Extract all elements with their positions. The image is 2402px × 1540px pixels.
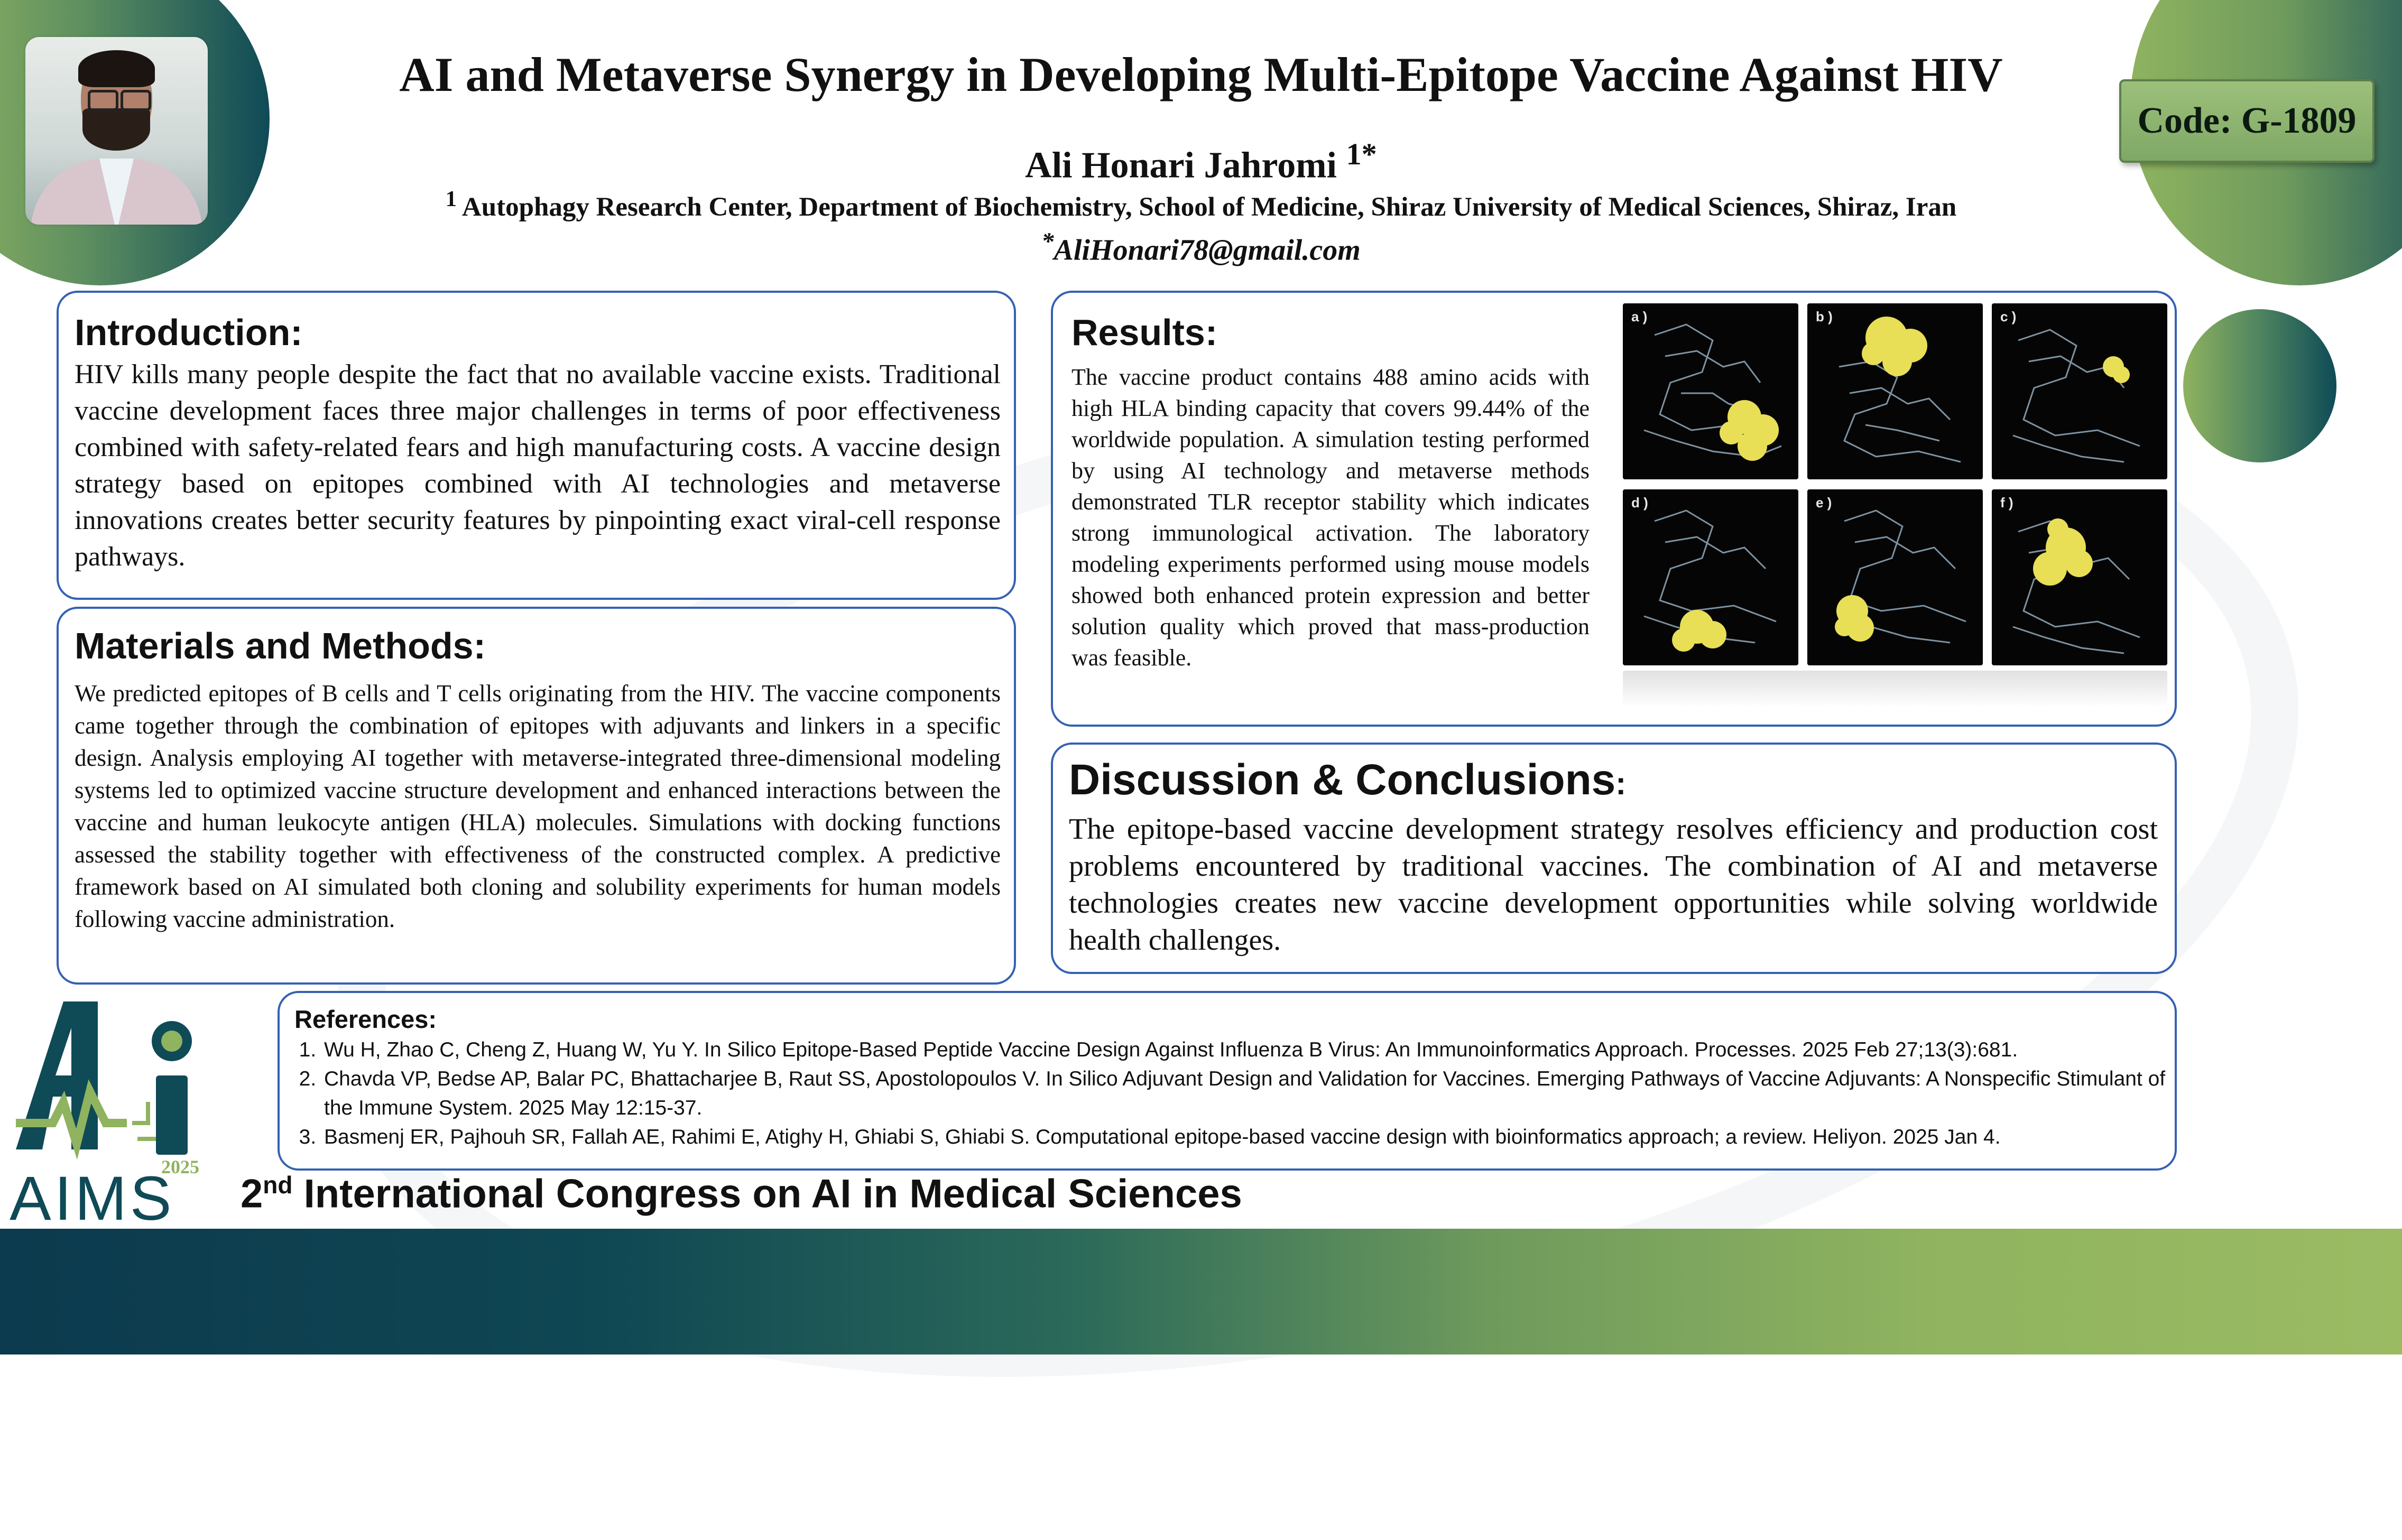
- email-mark: *: [1041, 228, 1054, 255]
- discussion-heading-colon: :: [1615, 766, 1627, 801]
- discussion-body: The epitope-based vaccine development strategy resolves efficiency and production cost problems encountered by traditional vaccines. The combination of AI and metaverse technologies creates new vaccine development opportunities while solving worldwide health challenges.: [1069, 813, 2158, 957]
- introduction-panel: [57, 291, 1016, 600]
- methods-body: We predicted epitopes of B cells and T cells originating from the HIV. The vaccine components came together through the combination of epitopes with adjuvants and linkers in a specific design. Analysis employing AI together with metaverse-integrated three-dimensional modeling systems led to optimized vaccine structure development and enhanced interactions between the vaccine and human leukocyte antigen (HLA) molecules. Simulations with docking functions assessed the stability together with effectiveness of the constructed complex. A predictive framework based on AI simulated both cloning and solubility experiments for human models following vaccine administration.: [75, 680, 1001, 932]
- panel-label-a: a ): [1631, 309, 1648, 324]
- discussion-heading-text: Discussion & Conclusions: [1069, 756, 1616, 804]
- panel-label-e: e ): [1816, 495, 1832, 511]
- poster-title: AI and Metaverse Synergy in Developing Multi-Epitope Vaccine Against HIV: [399, 48, 2003, 101]
- protein-structure-c-icon: [1992, 303, 2167, 479]
- author-email: AliHonari78@gmail.com: [1054, 234, 1361, 267]
- protein-structure-e-icon: [1807, 489, 1983, 665]
- panel-label-b: b ): [1816, 309, 1833, 324]
- decorative-circle-right: [2183, 309, 2336, 462]
- protein-structure-f-icon: [1992, 489, 2167, 665]
- figure-reflection: [1623, 671, 2167, 708]
- protein-structure-a-icon: [1623, 303, 1798, 479]
- docking-panel-e: [1807, 489, 1983, 665]
- author-name: Ali Honari Jahromi: [1025, 145, 1337, 186]
- references-heading: References:: [294, 1005, 437, 1033]
- author-line: [0, 136, 2402, 187]
- logo-year: 2025: [161, 1156, 199, 1177]
- panel-label-f: f ): [2000, 495, 2013, 511]
- methods-heading: Materials and Methods:: [75, 625, 486, 666]
- methods-panel: [57, 607, 1016, 985]
- results-panel: [1051, 291, 2177, 727]
- panel-label-d: d ): [1631, 495, 1648, 511]
- congress-ordinal-suffix: nd: [263, 1171, 293, 1199]
- protein-structure-b-icon: [1807, 303, 1983, 479]
- congress-name: International Congress on AI in Medical Sciences: [292, 1171, 1242, 1217]
- docking-panel-b: [1807, 303, 1983, 479]
- congress-ordinal: 2: [241, 1171, 263, 1217]
- affiliation-superscript: 1: [445, 187, 457, 211]
- references-panel: [278, 991, 2177, 1171]
- docking-panel-d: [1623, 489, 1798, 665]
- introduction-heading: Introduction:: [75, 312, 303, 353]
- discussion-heading: [1069, 755, 1626, 805]
- docking-panel-c: [1992, 303, 2167, 479]
- footer-band: [0, 1229, 2402, 1355]
- reference-item: 2. Chavda VP, Bedse AP, Balar PC, Bhattacharjee B, Raut SS, Apostolopoulos V. In Silico Adjuvant Design and Validation for Vaccines. Emerging Pathways of Vaccine Adjuvants: A Nonspecific Stimulant of the Immune System. 2025 May 12:15-37.: [322, 1064, 2193, 1122]
- poster-code-badge: Code: G-1809: [2119, 79, 2375, 163]
- congress-title: [241, 1171, 1242, 1217]
- affiliation-text: Autophagy Research Center, Department of Biochemistry, School of Medicine, Shiraz University of Medical Sciences, Shiraz, Iran: [461, 192, 1957, 222]
- affiliation-line: [0, 186, 2402, 222]
- docking-panel-f: [1992, 489, 2167, 665]
- reference-item: 3. Basmenj ER, Pajhouh SR, Fallah AE, Rahimi E, Atighy H, Ghiabi S, Ghiabi S. Computational epitope-based vaccine design with bioinformatics approach; a review. Heliyon. 2025 Jan 4.: [322, 1122, 2193, 1152]
- protein-structure-d-icon: [1623, 489, 1798, 665]
- discussion-panel: [1051, 743, 2177, 974]
- results-body: The vaccine product contains 488 amino acids with high HLA binding capacity that covers 99.44% of the worldwide population. A simulation testing performed by using AI technology and metaverse methods demonstrated TLR receptor stability which indicates strong immunological activation. The laboratory modeling experiments performed using mouse models showed both enhanced protein expression and better solution quality which proved that mass-production was feasible.: [1071, 364, 1590, 671]
- introduction-body: HIV kills many people despite the fact that no available vaccine exists. Traditional vaccine development faces three major challenges in terms of poor effectiveness combined with safety-related fears and high manufacturing costs. A vaccine design strategy based on epitopes combined with AI technologies and metaverse innovations creates better security features by pinpointing exact viral-cell response pathways.: [75, 359, 1001, 572]
- aims-wordmark: AIMS: [10, 1164, 175, 1233]
- author-superscript: 1*: [1346, 137, 1377, 171]
- docking-panel-a: [1623, 303, 1798, 479]
- docking-figure-grid: [1623, 303, 2167, 665]
- email-line: [0, 227, 2402, 267]
- panel-label-c: c ): [2000, 309, 2017, 324]
- references-list: [294, 1035, 2193, 1152]
- results-heading: Results:: [1071, 312, 1218, 353]
- reference-item: 1. Wu H, Zhao C, Cheng Z, Huang W, Yu Y. In Silico Epitope-Based Peptide Vaccine Design Against Influenza B Virus: An Immunoinformatics Approach. Processes. 2025 Feb 27;13(3):681.: [322, 1035, 2193, 1064]
